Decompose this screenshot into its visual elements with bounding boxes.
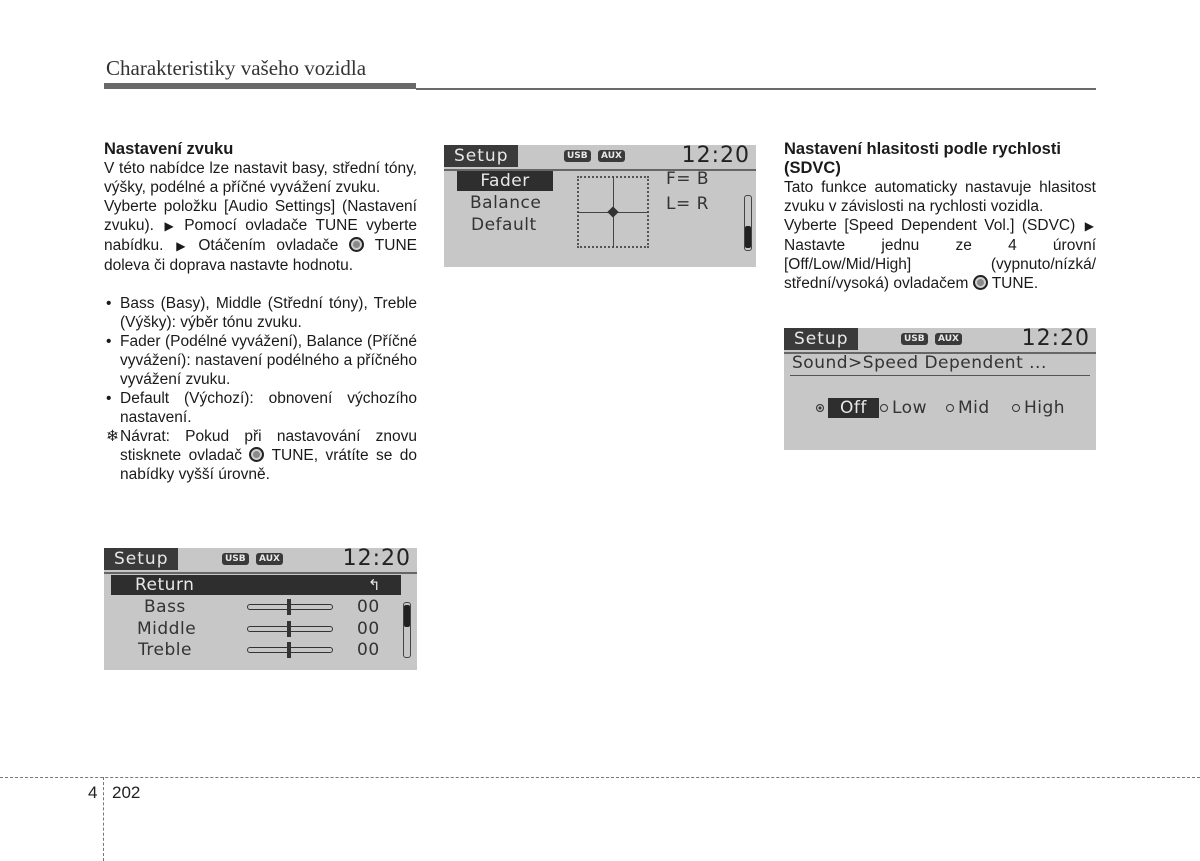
menu-item-fader[interactable]: Fader xyxy=(457,171,553,191)
tune-knob-icon xyxy=(973,275,988,290)
menu-item-bass[interactable]: Bass xyxy=(144,597,186,617)
bass-value: 00 xyxy=(357,597,380,617)
tune-knob-icon xyxy=(349,237,364,252)
middle-value: 00 xyxy=(357,619,380,639)
instruction-step-b: Pomocí ovladače TUNE vyberte nabídku. xyxy=(104,217,418,254)
lcd-screen-audio-settings xyxy=(104,548,417,670)
page-header-title: Charakteristiky vašeho vozidla xyxy=(106,56,367,80)
scrollbar[interactable] xyxy=(744,195,752,251)
note-item xyxy=(104,427,417,484)
treble-slider-handle[interactable] xyxy=(287,642,291,658)
menu-item-treble[interactable]: Treble xyxy=(138,640,192,660)
section-heading-sound: Nastavení zvuku xyxy=(104,140,234,158)
right-column xyxy=(784,140,1096,293)
return-arrow-icon: ↰ xyxy=(367,576,381,594)
chapter-number: 4 xyxy=(88,783,98,802)
option-off[interactable] xyxy=(816,398,879,418)
header-rule-thick xyxy=(104,83,416,89)
arrow-right-icon: ▶ xyxy=(164,219,174,233)
option-mid[interactable] xyxy=(946,398,990,418)
path-divider xyxy=(790,375,1090,376)
bullet-item: • Bass (Basy), Middle (Střední tóny), Treble (Výšky): výběr tónu zvuku. xyxy=(106,295,417,331)
option-label: High xyxy=(1024,398,1066,418)
scrollbar[interactable] xyxy=(403,602,411,658)
instruction-step-a: Vyberte položku [Audio Settings] (Nastavení zvuku). xyxy=(104,198,417,234)
aux-badge: AUX xyxy=(598,150,625,162)
clock-display: 12:20 xyxy=(1021,328,1090,351)
menu-item-label: Return xyxy=(135,575,195,595)
sdvc-step-b: Nastavte jednu ze 4 úrovní [Off/Low/Mid/High] (vypnuto/nízká/ střední/vysoká) ovladačem xyxy=(784,237,1096,292)
middle-slider-handle[interactable] xyxy=(287,621,291,637)
sdvc-instructions xyxy=(784,216,1096,293)
clock-display: 12:20 xyxy=(681,145,750,168)
radio-icon xyxy=(1012,404,1020,412)
left-column xyxy=(104,140,417,484)
instructions-paragraph xyxy=(104,197,417,275)
aux-badge: AUX xyxy=(256,553,283,565)
footer-rule xyxy=(0,777,1200,778)
usb-badge: USB xyxy=(222,553,249,565)
radio-selected-icon xyxy=(816,404,824,412)
treble-value: 00 xyxy=(357,640,380,660)
bullet-item: • Fader (Podélné vyvážení), Balance (Příčné vyvážení): nastavení podélného a příčného vyvážení zvuku. xyxy=(106,333,417,388)
sdvc-description: Tato funkce automaticky nastavuje hlasitost zvuku v závislosti na rychlosti vozidla. xyxy=(784,179,1096,215)
setup-tab: Setup xyxy=(104,548,178,570)
setup-tab: Setup xyxy=(784,328,858,350)
menu-path: Sound>Speed Dependent ... xyxy=(792,353,1047,373)
option-high[interactable] xyxy=(1012,398,1065,418)
footer-vertical-rule xyxy=(103,777,104,861)
option-label: Mid xyxy=(958,398,990,418)
sdvc-step-c: TUNE. xyxy=(991,275,1039,292)
lcd-screen-speed-dependent xyxy=(784,328,1096,450)
instruction-step-c-post: TUNE doleva či doprava nastavte hodnotu. xyxy=(104,237,417,274)
clock-display: 12:20 xyxy=(342,548,411,571)
arrow-right-icon: ▶ xyxy=(1084,219,1094,233)
radio-icon xyxy=(946,404,954,412)
menu-item-middle[interactable]: Middle xyxy=(137,619,197,639)
scrollbar-thumb[interactable] xyxy=(404,605,410,627)
scrollbar-thumb[interactable] xyxy=(745,226,751,248)
page-number: 202 xyxy=(112,783,141,802)
radio-icon xyxy=(880,404,888,412)
intro-paragraph: V této nabídce lze nastavit basy, střední tóny, výšky, podélné a příčné vyvážení zvuku. xyxy=(104,160,417,196)
bass-slider-handle[interactable] xyxy=(287,599,291,615)
aux-badge: AUX xyxy=(935,333,962,345)
option-label: Low xyxy=(892,398,927,418)
balance-value: L= R xyxy=(666,194,709,214)
menu-item-balance[interactable]: Balance xyxy=(470,193,542,213)
menu-item-return[interactable] xyxy=(111,575,401,595)
usb-badge: USB xyxy=(901,333,928,345)
note-text-pre: Návrat: Pokud při nastavování znovu stisknete ovladač xyxy=(120,428,417,464)
sdvc-step-a: Vyberte [Speed Dependent Vol.] (SDVC) xyxy=(784,217,1076,234)
menu-item-default[interactable]: Default xyxy=(471,215,537,235)
arrow-right-icon: ▶ xyxy=(176,239,186,253)
fader-value: F= B xyxy=(666,169,710,189)
option-label: Off xyxy=(828,398,879,418)
note-symbol-icon: ❄ xyxy=(106,428,119,445)
section-heading-sdvc: Nastavení hlasitosti podle rychlosti (SDVC) xyxy=(784,140,1061,177)
bullet-item: • Default (Výchozí): obnovení výchozího nastavení. xyxy=(106,390,417,426)
instruction-step-c-pre: Otáčením ovladače xyxy=(198,237,339,254)
lcd-screen-fader-balance xyxy=(444,145,756,267)
option-low[interactable] xyxy=(880,398,927,418)
setup-tab: Setup xyxy=(444,145,518,167)
header-rule-thin xyxy=(416,88,1096,90)
note-text-post: TUNE, vrátíte se do nabídky vyšší úrovně. xyxy=(120,447,418,483)
usb-badge: USB xyxy=(564,150,591,162)
tune-knob-icon xyxy=(249,447,264,462)
